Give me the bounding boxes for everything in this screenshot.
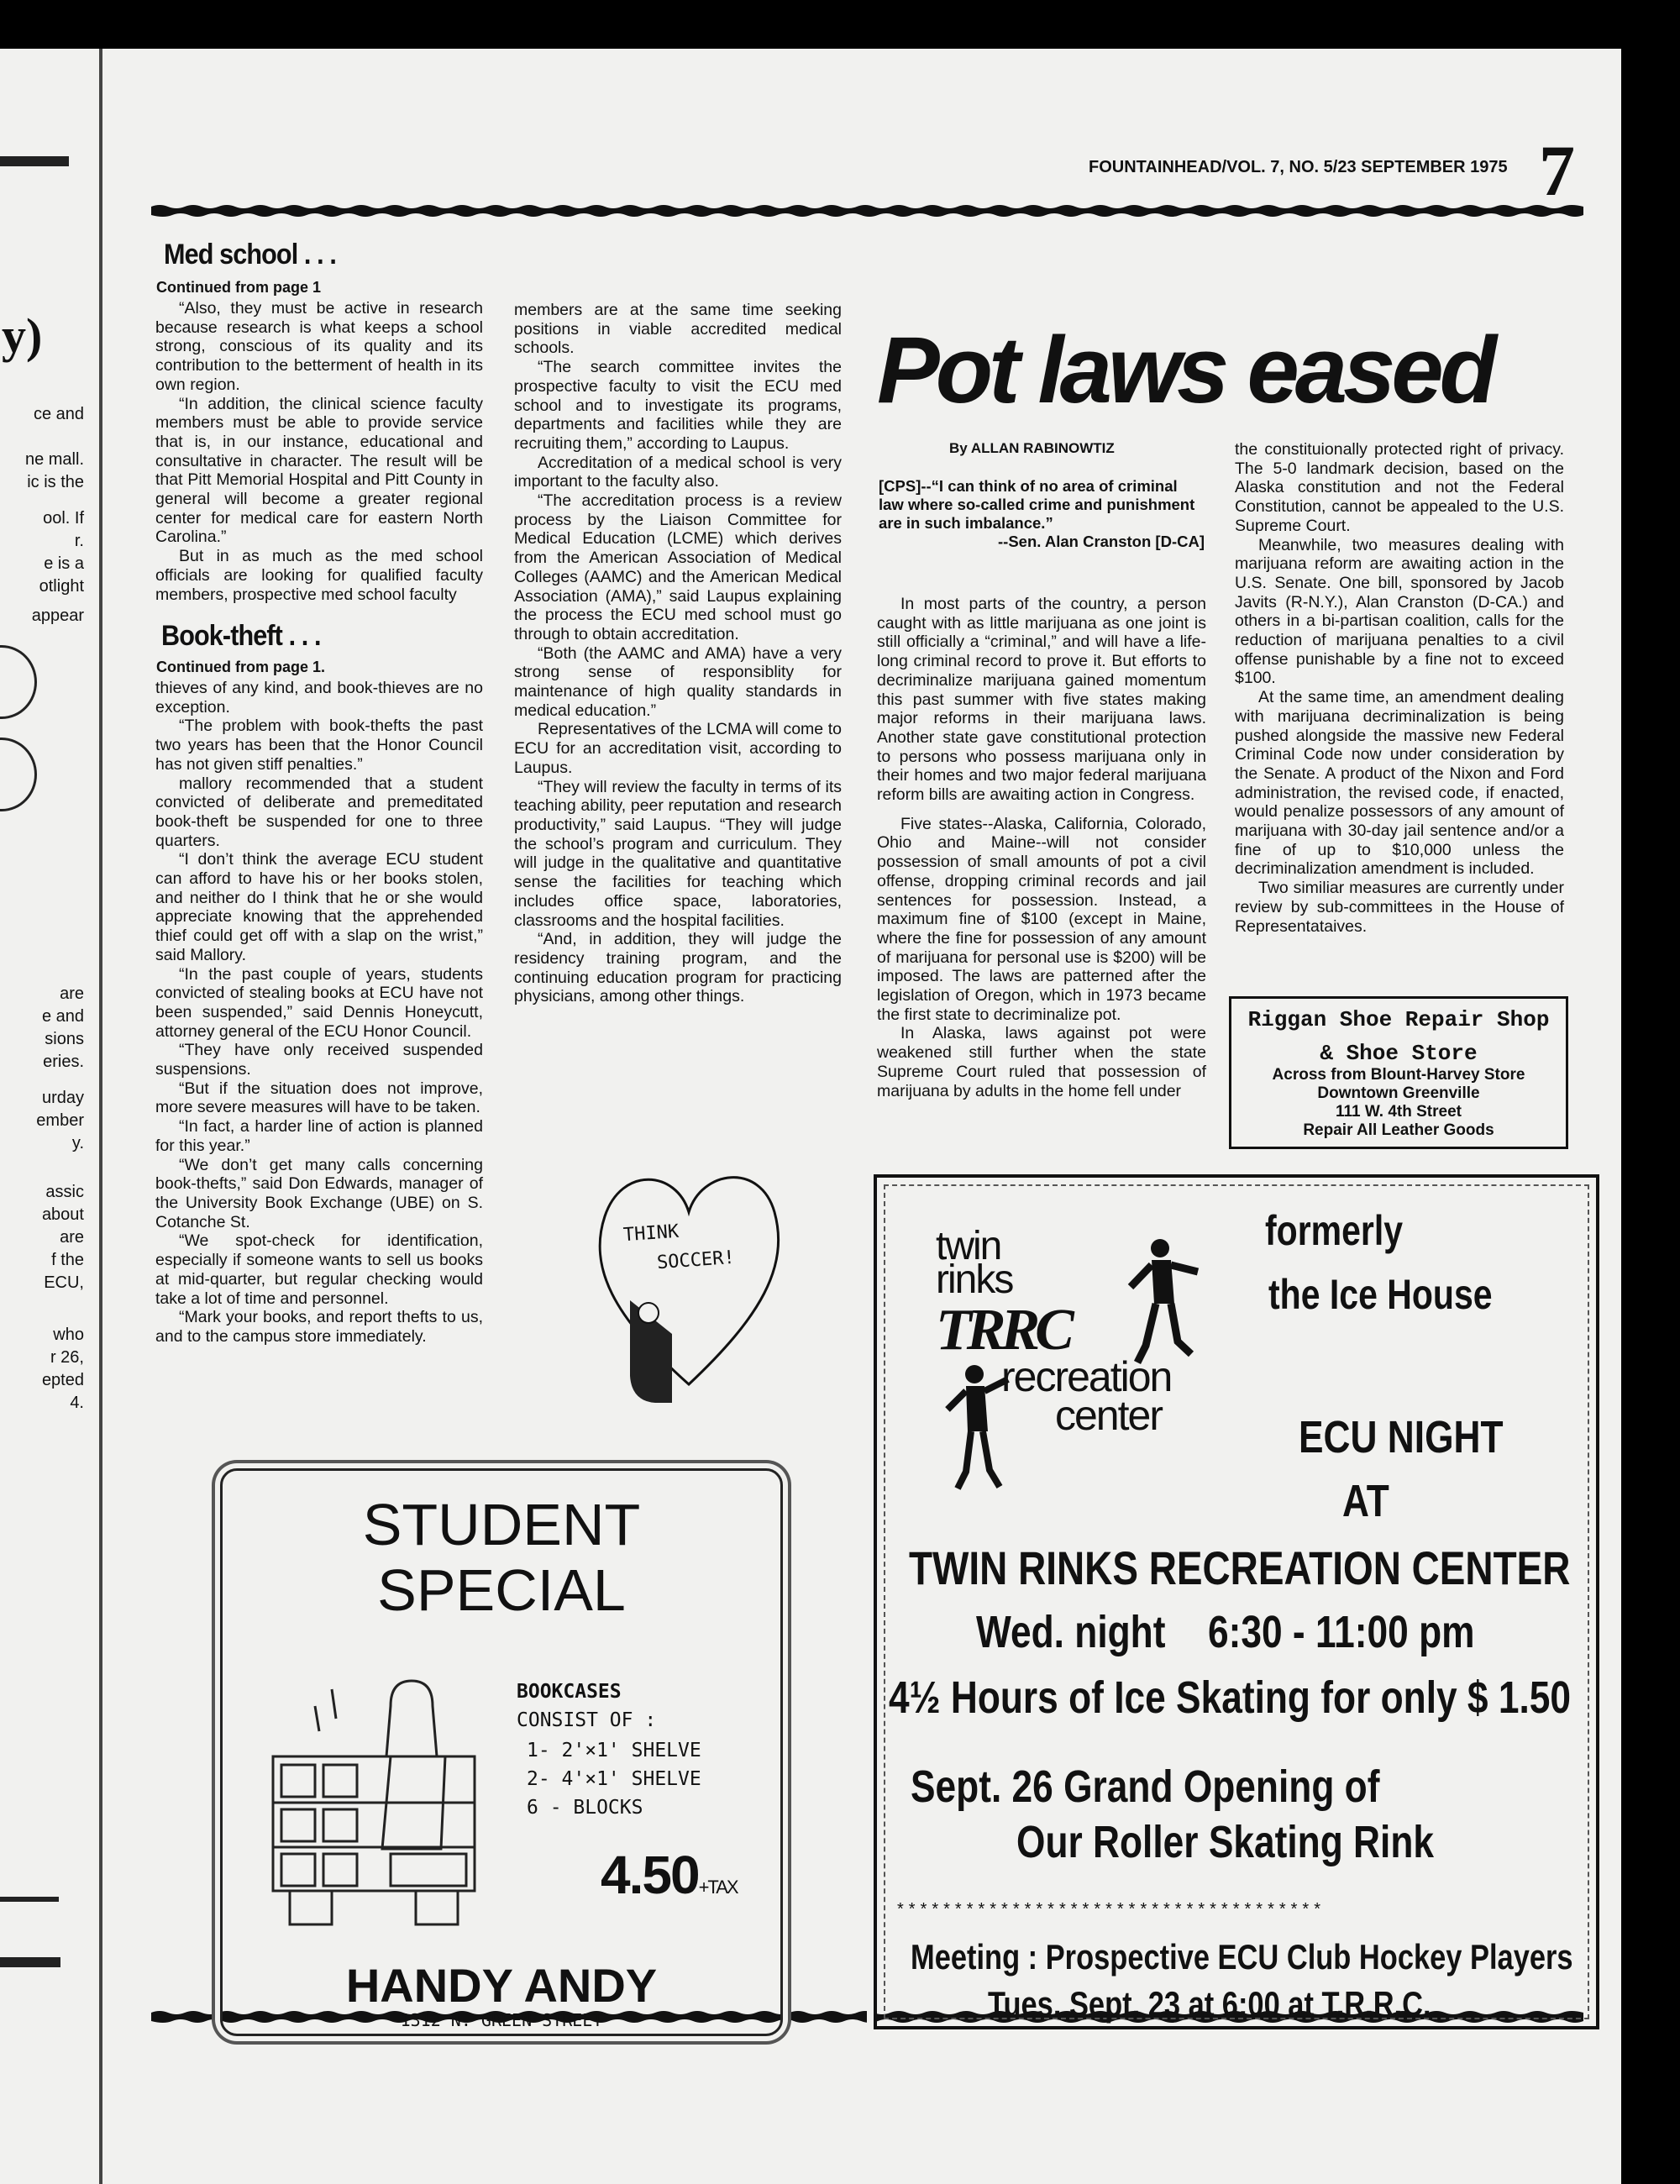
quote-attribution: --Sen. Alan Cranston [D-CA]	[998, 533, 1205, 550]
fragment-line: otlight	[39, 577, 84, 596]
paragraph: “The problem with book-thefts the past two years has been that the Honor Council has not given stiff penalties.”	[155, 717, 483, 774]
fragment-line: r 26,	[50, 1348, 84, 1367]
logo-twin: twin	[936, 1224, 1001, 1268]
paragraph: “We don’t get many calls concerning book-thefts,” said Don Edwards, manager of the University Book Exchange (UBE) on S. Cotanche St.	[155, 1155, 483, 1231]
paragraph: “The accreditation process is a review process by the Liaison Committee for Medical Education (LCME) which derives from the American Association of Medical Colleges (AAMC) and the American Medical Association (AMA),” said Laupus explaining the process the ECU med school must go through to obtain accreditation.	[514, 491, 842, 643]
fragment-line: are	[60, 1228, 84, 1247]
fragment-rule	[0, 156, 69, 166]
fragment-line: urday	[41, 1089, 84, 1107]
wed-night-label: Wed. night	[976, 1607, 1166, 1657]
fragment-line: 4.	[70, 1394, 84, 1412]
logo-center: center	[1055, 1392, 1162, 1439]
meeting-line: Meeting : Prospective ECU Club Hockey Players	[911, 1937, 1573, 1977]
top-wavy-rule	[151, 203, 1583, 218]
bookcase-illustration	[265, 1656, 517, 1933]
student-text: STUDENT	[362, 1492, 641, 1557]
bookcases-heading: BOOKCASES	[517, 1681, 622, 1703]
consist-of: CONSIST OF :	[517, 1709, 657, 1731]
paragraph: “And, in addition, they will judge the residency training program, and the continuing education program for practicing physicians, among other things.	[514, 930, 842, 1006]
fragment-line: sions	[45, 1030, 84, 1048]
handy-andy-address: 1312 N. GREEN STREET	[400, 2010, 603, 2030]
paragraph: “But if the situation does not improve, more severe measures will have to be taken.	[155, 1079, 483, 1117]
fragment-line: ool. If	[43, 509, 84, 528]
fragment-line: assic	[45, 1183, 84, 1201]
meeting-time: Tues. Sept. 23 at 6:00 at T.R.R.C.	[988, 1984, 1431, 2024]
soccer-text-1: THINK	[622, 1221, 680, 1247]
fragment-rule	[0, 1957, 60, 1967]
paragraph: “Also, they must be active in research because research is what keeps a school strong, conscious of its quality and its contribution to the betterment of health in its own region.	[155, 299, 483, 394]
page-gutter	[99, 49, 102, 2184]
wed-night-time: 6:30 - 11:00 pm	[1208, 1607, 1475, 1657]
star-divider: *************************************	[897, 1900, 1326, 1919]
fragment-line: ic is the	[27, 473, 84, 491]
fragment-line: f the	[51, 1251, 84, 1269]
paragraph: “The search committee invites the prospective faculty to visit the ECU med school and to investigate its programs, departments and facilities while they are recruiting them,” according to Laupus.	[514, 358, 842, 453]
tax-label: +TAX	[698, 1877, 738, 1898]
paragraph: “Both (the AAMC and AMA) have a very strong sense of responsiblity for maintenance of high quality standards in medical education.”	[514, 643, 842, 720]
paragraph: “I don’t think the average ECU student can afford to have his or her books stolen, and neither do I think that he or she would appreciate knowing that the apprehended thief could get off with a slap on the wrist,” said Mallory.	[155, 850, 483, 964]
pot-laws-column-1	[877, 595, 1206, 1100]
med-school-column-1	[155, 299, 483, 604]
paragraph: “In addition, the clinical science faculty members must be able to provide service that is, in our instance, educational and consultative in character. The result will be that Pitt Memorial Hospital and Pitt County in general will become a greater regional center for medical care for eastern North Carolina.”	[155, 394, 483, 547]
grand-opening-line-1: Sept. 26 Grand Opening of	[911, 1761, 1380, 1812]
paragraph: Accreditation of a medical school is very important to the faculty also.	[514, 453, 842, 491]
item-2: 2- 4'×1' SHELVE	[527, 1768, 701, 1790]
riggan-line: Across from Blount-Harvey Store	[1272, 1066, 1525, 1084]
book-theft-continued: Continued from page 1.	[156, 659, 326, 675]
fragment-headline: y)	[2, 308, 43, 363]
pot-laws-headline: Pot laws eased	[877, 318, 1494, 423]
book-theft-column	[155, 679, 483, 1347]
paragraph: “They have only received suspended suspensions.	[155, 1041, 483, 1079]
fragment-line: who	[53, 1326, 84, 1344]
price-value: 4.50	[601, 1845, 699, 1905]
hours-line: 4½ Hours of Ice Skating for only $ 1.50	[889, 1672, 1572, 1723]
paragraph: Representatives of the LCMA will come to ECU for an accreditation visit, according to Laupus.	[514, 720, 842, 777]
fragment-rule	[0, 1897, 59, 1902]
pot-laws-byline: By ALLAN RABINOWTIZ	[949, 440, 1115, 456]
paragraph: “Mark your books, and report thefts to us, and to the campus store immediately.	[155, 1308, 483, 1346]
formerly-text: formerly	[1265, 1207, 1404, 1254]
riggan-title: Riggan Shoe Repair Shop	[1247, 1007, 1550, 1032]
item-1: 1- 2'×1' SHELVE	[527, 1740, 701, 1761]
masthead: FOUNTAINHEAD/VOL. 7, NO. 5/23 SEPTEMBER 1975	[1089, 158, 1508, 176]
paragraph: Five states--Alaska, California, Colorado, Ohio and Maine--will not consider possession of small amounts of pot a civil offense, dropping criminal records and jail sentences for possession. Instead, a maximum fine of $100 (except in Maine, where the fine for possession of any amount of marijuana for personal use is $200) will be imposed. The laws are patterned after the legislation of Oregon, which in 1973 became the first state to decriminalize pot.	[877, 814, 1206, 1024]
riggan-subtitle: & Shoe Store	[1320, 1041, 1478, 1066]
grand-opening-line-2: Our Roller Skating Rink	[1016, 1817, 1435, 1867]
pot-laws-column-2	[1235, 440, 1564, 936]
price	[601, 1844, 738, 1906]
paragraph: In most parts of the country, a person caught with as little marijuana as one joint is still officially a “criminal,” and will have a life-long criminal record to prove it. But efforts to decriminalize marijuana gained momentum this past summer with five states making major reforms in their marijuana laws. Another state gave constitutional protection to persons who possess marijuana only in their homes and two major federal marijuana reform bills are awaiting action in Congress.	[877, 595, 1206, 805]
riggan-line: Downtown Greenville	[1317, 1084, 1480, 1102]
med-school-column-2	[514, 301, 842, 1006]
paragraph: Two similiar measures are currently under review by sub-committees in the House of Representataives.	[1235, 879, 1564, 936]
paragraph: But in as much as the med school officials are looking for qualified faculty members, prospective med school faculty	[155, 547, 483, 604]
fragment-line: epted	[41, 1371, 84, 1389]
med-school-kicker: Med school . . .	[164, 239, 336, 270]
riggan-shoe-ad	[1229, 996, 1568, 1149]
center-name: TWIN RINKS RECREATION CENTER	[909, 1541, 1571, 1594]
fragment-line: appear	[31, 606, 84, 625]
paragraph: members are at the same time seeking positions in viable accredited medical schools.	[514, 301, 842, 358]
soccer-text-2: SOCCER!	[656, 1247, 736, 1274]
riggan-address: 111 W. 4th Street	[1336, 1103, 1462, 1121]
fragment-line: e and	[41, 1007, 84, 1026]
adjacent-page-fragment	[0, 49, 92, 2184]
book-theft-kicker: Book-theft . . .	[161, 620, 321, 652]
riggan-line: Repair All Leather Goods	[1303, 1121, 1494, 1139]
pot-laws-pull-quote	[879, 477, 1205, 551]
think-soccer-heart	[580, 1141, 798, 1418]
fragment-line: ce and	[33, 405, 84, 423]
fragment-illustration	[0, 738, 37, 811]
paragraph: “We spot-check for identification, especially if someone wants to sell us books at mid-quarter, but regular checking would take a lot of time and personnel.	[155, 1231, 483, 1308]
paragraph: “In fact, a harder line of action is planned for this year.”	[155, 1117, 483, 1155]
at-text: AT	[1342, 1476, 1389, 1526]
fragment-line: r.	[74, 532, 84, 550]
paragraph: “In the past couple of years, students convicted of stealing books at ECU have not been suspended,” said Dennis Honeycutt, attorney general of the ECU Honor Council.	[155, 964, 483, 1041]
special-text: SPECIAL	[377, 1557, 626, 1623]
logo-trrc: TRRC	[936, 1298, 1069, 1362]
item-3: 6 - BLOCKS	[527, 1797, 643, 1819]
logo-recreation: recreation	[1001, 1353, 1172, 1400]
handy-andy-name: HANDY ANDY	[345, 1959, 658, 2012]
quote-text: [CPS]--“I can think of no area of criminal law where so-called crime and punishment are in such imbalance.”	[879, 477, 1195, 532]
paragraph: the constituionally protected right of privacy. The 5-0 landmark decision, based on the Alaska constitution and not the Federal Constitution, cannot be appealed to the U.S. Supreme Court.	[1235, 440, 1564, 535]
paragraph: “They will review the faculty in terms of its teaching ability, peer reputation and research productivity,” said Laupus. “They will judge the school’s program and curriculum. They will judge in the qualitative and quantitative sense the facilities for teaching which includes office space, laboratories, classrooms and the hospital facilities.	[514, 777, 842, 930]
paragraph: Meanwhile, two measures dealing with marijuana reform are awaiting action in the U.S. Senate. One bill, sponsored by Jacob Javits (R-N.Y.), Alan Cranston (D-CA.) and others in a bi-partisan coalition, calls for the reduction of marijuana penalties to a civil offense punishable by a fine not to exceed $100.	[1235, 535, 1564, 688]
ecu-night-text: ECU NIGHT	[1299, 1412, 1504, 1462]
fragment-line: e is a	[44, 554, 84, 573]
fragment-line: ne mall.	[24, 450, 84, 469]
paragraph: thieves of any kind, and book-thieves are no exception.	[155, 679, 483, 717]
paragraph: In Alaska, laws against pot were weakened still further when the state Supreme Court ruled that possession of marijuana by adults in the home fell under	[877, 1024, 1206, 1100]
paragraph: At the same time, an amendment dealing with marijuana decriminalization is being pushed alongside the massive new Federal Criminal Code now under consideration by the Senate. A product of the Nixon and Ford administration, the revised code, if enacted, would penalize possessors of any amount of marijuana with 30-day jail sentence and/or a fine of up to $10,000 unless the decriminalization amendment is included.	[1235, 688, 1564, 879]
logo-rinks: rinks	[936, 1257, 1013, 1302]
fragment-line: about	[41, 1205, 84, 1224]
med-school-continued: Continued from page 1	[156, 279, 322, 296]
fragment-line: y.	[71, 1134, 84, 1152]
student-special-ad	[220, 1468, 783, 2036]
fragment-illustration	[0, 645, 37, 719]
fragment-line: eries.	[43, 1053, 84, 1071]
page-number: 7	[1539, 130, 1575, 211]
fragment-line: are	[60, 984, 84, 1003]
twin-rinks-ad	[874, 1174, 1599, 2029]
fragment-line: ECU,	[44, 1273, 84, 1292]
ice-house-text: the Ice House	[1268, 1271, 1493, 1318]
fragment-line: ember	[36, 1111, 84, 1130]
paragraph: mallory recommended that a student convicted of deliberate and premeditated book-theft be suspended for one to three quarters.	[155, 774, 483, 850]
newspaper-page	[0, 49, 1621, 2184]
